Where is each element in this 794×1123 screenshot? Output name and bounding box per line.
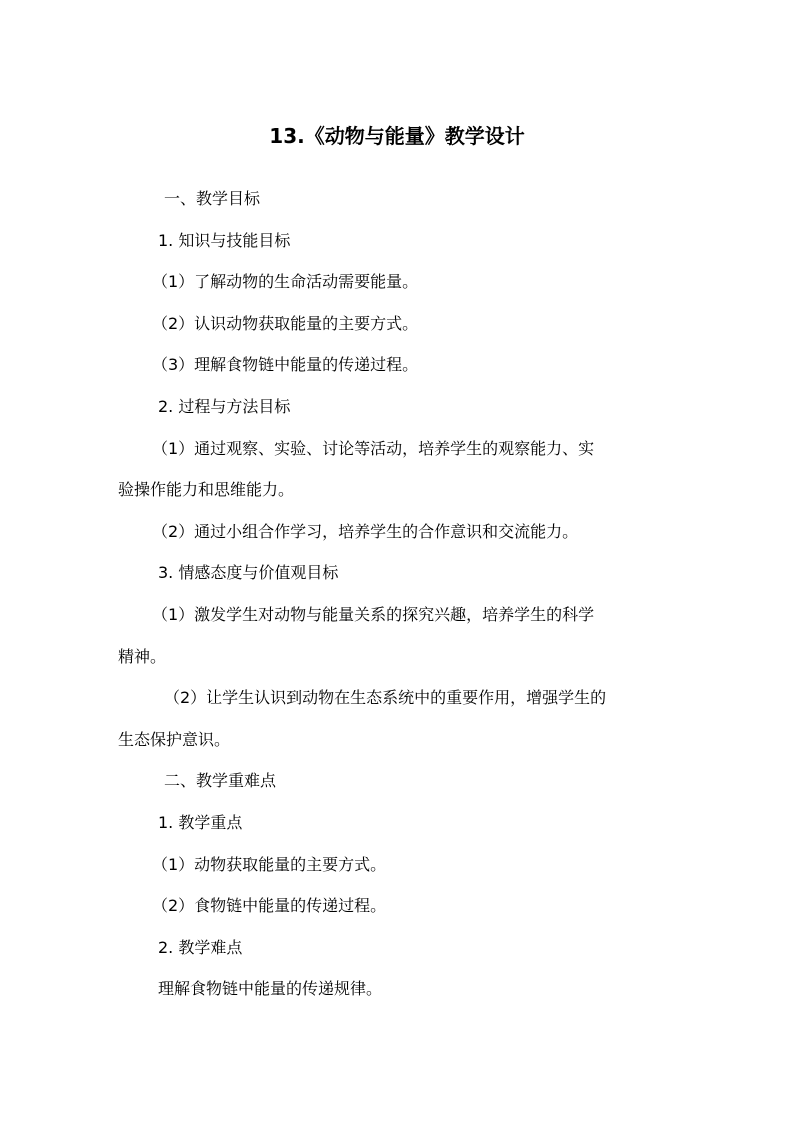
paragraph-line: （3）理解食物链中能量的传递过程。 — [152, 355, 419, 375]
paragraph-line: 一、教学目标 — [164, 189, 261, 208]
paragraph-line: 2. 过程与方法目标 — [158, 396, 291, 416]
paragraph-line: 2. 教学难点 — [158, 937, 243, 957]
paragraph-line: 3. 情感态度与价值观目标 — [158, 563, 339, 583]
paragraph-line: （1）激发学生对动物与能量关系的探究兴趣，培养学生的科学 — [152, 604, 595, 624]
paragraph-line: 生态保护意识。 — [118, 729, 231, 749]
paragraph-line: 1. 教学重点 — [158, 812, 243, 832]
paragraph-line: （2）认识动物获取能量的主要方式。 — [152, 313, 419, 333]
paragraph-line: （1）动物获取能量的主要方式。 — [152, 854, 387, 874]
paragraph-line: （1）通过观察、实验、讨论等活动，培养学生的观察能力、实 — [152, 438, 595, 458]
paragraph-line: 1. 知识与技能目标 — [158, 230, 291, 250]
paragraph-line: （2）让学生认识到动物在生态系统中的重要作用，增强学生的 — [164, 688, 607, 708]
paragraph-line: 二、教学重难点 — [164, 771, 277, 791]
paragraph-line: （2）通过小组合作学习，培养学生的合作意识和交流能力。 — [152, 521, 579, 541]
paragraph-line: 精神。 — [118, 646, 167, 666]
paragraph-line: （2）食物链中能量的传递过程。 — [152, 896, 387, 916]
document-body — [118, 178, 680, 1010]
paragraph-line: （1）了解动物的生命活动需要能量。 — [152, 272, 419, 292]
paragraph-line: 验操作能力和思维能力。 — [118, 480, 295, 500]
paragraph-line: 理解食物链中能量的传递规律。 — [158, 979, 383, 999]
document-title: 13.《动物与能量》教学设计 — [269, 124, 525, 148]
